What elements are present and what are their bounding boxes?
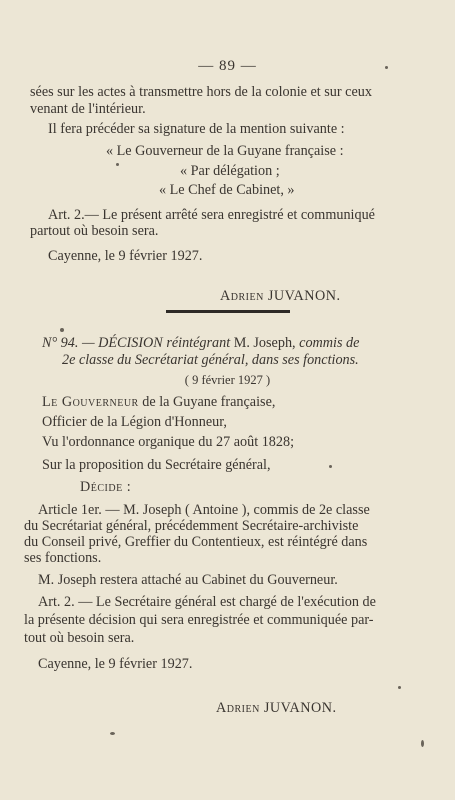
text-line: Officier de la Légion d'Honneur, (42, 414, 227, 430)
quote-line: « Le Chef de Cabinet, » (159, 182, 295, 198)
decision-person: M. Joseph, (230, 335, 296, 351)
decision-heading-cont: 2e classe du Secrétariat général, dans ses fonctions. (62, 352, 359, 368)
signature: Adrien JUVANON. (220, 288, 341, 304)
decision-subject: réintégrant (162, 335, 231, 351)
text-line: venant de l'intérieur. (30, 101, 146, 117)
decide-heading: Décide : (80, 479, 132, 495)
text-line: M. Joseph restera attaché au Cabinet du Gouverneur. (38, 572, 338, 588)
ink-spot (116, 163, 119, 166)
text-line: partout où besoin sera. (30, 223, 159, 239)
text-line: tout où besoin sera. (24, 630, 135, 646)
ink-spot (60, 328, 64, 332)
text-line: Article 1er. — M. Joseph ( Antoine ), commis de 2e classe (38, 502, 370, 518)
section-divider (166, 310, 290, 313)
text-line: du Secrétariat général, précédemment Secrétaire-archiviste (24, 518, 359, 534)
ink-spot (385, 66, 388, 69)
ink-spot (110, 732, 115, 735)
ink-spot (421, 740, 424, 747)
text-line: Sur la proposition du Secrétaire général, (42, 457, 271, 473)
decision-heading (42, 335, 359, 352)
date-line: Cayenne, le 9 février 1927. (48, 248, 203, 264)
text-line: sées sur les actes à transmettre hors de la colonie et sur ceux (30, 84, 372, 100)
ink-spot (398, 686, 401, 689)
page-number: — 89 — (198, 58, 257, 74)
decision-rank: commis de (295, 335, 360, 351)
text-line: Art. 2. — Le Secrétaire général est chargé de l'exécution de (38, 594, 376, 610)
governor-territory: de la Guyane française, (138, 394, 276, 410)
ink-spot (329, 465, 332, 468)
text-line: Art. 2.— Le présent arrêté sera enregistré et communiqué (48, 207, 375, 223)
decision-number: N° 94. — DÉCISION (42, 335, 163, 351)
text-line: ses fonctions. (24, 550, 102, 566)
text-line: la présente décision qui sera enregistrée et communiquée par- (24, 612, 374, 628)
governor-title: Le Gouverneur (42, 394, 139, 410)
governor-line (42, 394, 275, 411)
text-line: Il fera précéder sa signature de la mention suivante : (48, 121, 345, 137)
text-line: Vu l'ordonnance organique du 27 août 1828; (42, 434, 295, 450)
decision-date: ( 9 février 1927 ) (184, 373, 271, 387)
text-line: du Conseil privé, Greffier du Contentieux, est réintégré dans (24, 534, 368, 550)
quote-line: « Le Gouverneur de la Guyane française : (106, 143, 344, 159)
signature: Adrien JUVANON. (216, 700, 337, 716)
quote-line: « Par délégation ; (180, 163, 280, 179)
date-line: Cayenne, le 9 février 1927. (38, 656, 193, 672)
